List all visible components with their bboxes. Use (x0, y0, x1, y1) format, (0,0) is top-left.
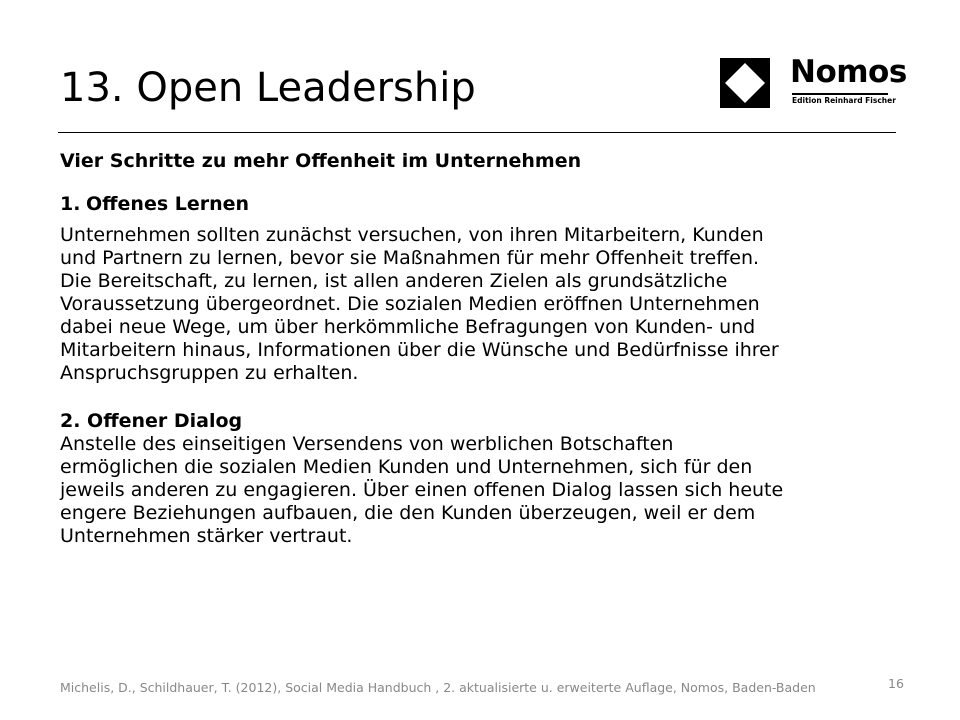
paragraph-line: engere Beziehungen aufbauen, die den Kunden überzeugen, weil er dem (60, 502, 756, 524)
slide-title: 13. Open Leadership (60, 65, 476, 111)
logo-subtitle: Edition Reinhard Fischer (792, 96, 896, 105)
footer-citation: Michelis, D., Schildhauer, T. (2012), Social Media Handbuch , 2. aktualisierte u. erweiterte Auflage, Nomos, Baden-Baden (60, 680, 816, 695)
paragraph-line: Anstelle des einseitigen Versendens von werblichen Botschaften (60, 433, 674, 455)
paragraph-line: Mitarbeitern hinaus, Informationen über die Wünsche und Bedürfnisse ihrer (60, 339, 779, 361)
paragraph-line: und Partnern zu lernen, bevor sie Maßnahmen für mehr Offenheit treffen. (60, 247, 760, 269)
page-number: 16 (888, 676, 904, 691)
section-heading-offenes-lernen (60, 193, 900, 216)
publisher-logo (720, 54, 907, 110)
paragraph-line: Die Bereitschaft, zu lernen, ist allen anderen Zielen als grundsätzliche (60, 270, 728, 292)
nomos-diamond-logo-icon (720, 58, 770, 108)
slide-subtitle: Vier Schritte zu mehr Offenheit im Unternehmen (60, 150, 582, 172)
section-number: 1. (60, 193, 81, 215)
paragraph-line: ermöglichen die sozialen Medien Kunden und Unternehmen, sich für den (60, 456, 753, 478)
title-divider (58, 132, 896, 133)
section-paragraph-offenes-lernen (60, 224, 900, 385)
logo-name: Nomos (790, 54, 907, 90)
paragraph-line: Anspruchsgruppen zu erhalten. (60, 362, 359, 384)
paragraph-line: Unternehmen stärker vertraut. (60, 525, 353, 547)
section-heading-label: Offenes Lernen (86, 193, 250, 215)
logo-rule (792, 93, 888, 95)
paragraph-line: jeweils anderen zu engagieren. Über einen offenen Dialog lassen sich heute (60, 479, 784, 501)
slide-body (60, 150, 900, 548)
section-paragraph-offener-dialog (60, 433, 900, 548)
paragraph-line: Unternehmen sollten zunächst versuchen, von ihren Mitarbeitern, Kunden (60, 224, 764, 246)
paragraph-line: Voraussetzung übergeordnet. Die sozialen Medien eröffnen Unternehmen (60, 293, 760, 315)
section-heading-offener-dialog: 2. Offener Dialog (60, 410, 243, 432)
paragraph-line: dabei neue Wege, um über herkömmliche Befragungen von Kunden- und (60, 316, 756, 338)
